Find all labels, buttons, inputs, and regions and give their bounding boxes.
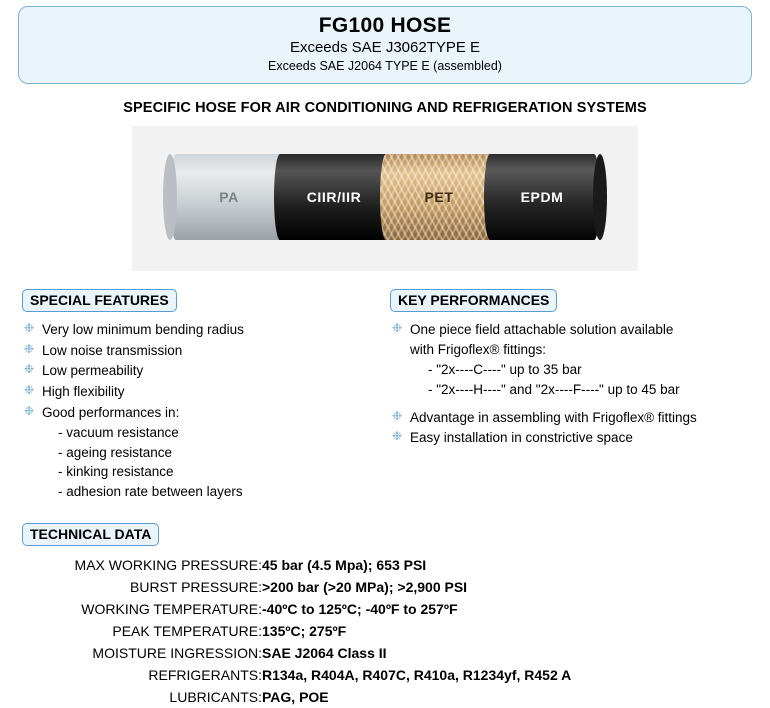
table-row [22, 686, 748, 708]
asterisk-icon: ❉ [24, 403, 35, 418]
hose-layer-epdm [484, 154, 600, 240]
key-performances-list [390, 320, 748, 359]
table-cell-label: BURST PRESSURE: [130, 579, 262, 596]
table-cell-value: R134a, R404A, R407C, R410a, R1234yf, R452 A [262, 667, 572, 684]
table-cell-value: -40ºC to 125ºC; -40ºF to 257ºF [262, 601, 458, 618]
table-cell-value: SAE J2064 Class II [262, 645, 387, 662]
table-row [22, 554, 748, 576]
technical-data-table [22, 554, 748, 708]
list-item [390, 320, 748, 359]
technical-data-heading: TECHNICAL DATA [22, 523, 159, 546]
table-cell-label: REFRIGERANTS: [148, 667, 262, 684]
hose-illustration [170, 154, 600, 240]
table-cell-value: PAG, POE [262, 689, 329, 706]
hose-layer-label: EPDM [520, 189, 564, 206]
asterisk-icon: ❉ [24, 321, 35, 336]
list-item [22, 403, 390, 423]
list-item-label: Low noise transmission [42, 342, 183, 358]
hose-layer-pa [170, 154, 288, 240]
special-features-sub-item: - ageing resistance [58, 444, 173, 460]
product-image [132, 126, 638, 271]
asterisk-icon: ❉ [391, 429, 403, 444]
asterisk-icon: ❉ [24, 341, 35, 356]
list-item-label: Low permeability [42, 363, 144, 379]
table-row [22, 642, 748, 664]
key-performances-section [390, 289, 748, 501]
hose-layer-pet [380, 154, 498, 240]
table-cell-value: >200 bar (>20 MPa); >2,900 PSI [262, 579, 468, 596]
special-features-section [22, 289, 390, 501]
section-heading: SPECIFIC HOSE FOR AIR CONDITIONING AND REFRIGERATION SYSTEMS [123, 100, 647, 117]
table-cell-label: PEAK TEMPERATURE: [112, 623, 262, 640]
hose-layer-label: PET [424, 189, 454, 206]
asterisk-icon: ❉ [24, 383, 35, 397]
table-row [22, 598, 748, 620]
key-performances-sub-item: - "2x----C----" up to 35 bar [427, 362, 582, 378]
special-features-sub-item: - vacuum resistance [58, 425, 179, 441]
list-item [390, 408, 748, 428]
list-item-label: Advantage in assembling with Frigoflex® fittings [409, 409, 697, 425]
asterisk-icon: ❉ [391, 321, 403, 336]
technical-data-section [0, 523, 770, 708]
header-subtitle-1: Exceeds SAE J3062TYPE E [289, 39, 481, 57]
list-item [22, 341, 390, 361]
list-item-label: Very low minimum bending radius [42, 322, 244, 338]
list-item [22, 361, 390, 381]
page-title: FG100 HOSE [318, 14, 452, 37]
key-performances-list-continued [390, 408, 748, 448]
header-banner [18, 6, 752, 84]
table-cell-value: 135ºC; 275ºF [262, 623, 347, 640]
hose-layer-label: PA [219, 189, 239, 206]
list-item-label: High flexibility [42, 384, 125, 399]
table-row [22, 664, 748, 686]
table-cell-label: MOISTURE INGRESSION: [92, 645, 262, 662]
list-item-label: One piece field attachable solution available [409, 322, 674, 338]
list-item [22, 382, 390, 402]
special-features-list [22, 320, 390, 422]
table-cell-label: MAX WORKING PRESSURE: [74, 557, 262, 574]
key-performances-heading: KEY PERFORMANCES [390, 289, 557, 312]
asterisk-icon: ❉ [24, 362, 35, 377]
table-row [22, 576, 748, 598]
list-item-label-continued: with Frigoflex® fittings: [409, 341, 546, 357]
table-cell-label: WORKING TEMPERATURE: [81, 601, 262, 618]
special-features-heading: SPECIAL FEATURES [22, 289, 177, 312]
table-cell-value: 45 bar (4.5 Mpa); 653 PSI [262, 557, 427, 574]
list-item-label: Good performances in: [42, 404, 180, 420]
asterisk-icon: ❉ [391, 408, 403, 423]
hose-layer-ciir [274, 154, 394, 240]
key-performances-sub-item: - "2x----H----" and "2x----F----" up to 45 bar [427, 382, 680, 397]
list-item-label: Easy installation in constrictive space [409, 430, 633, 446]
special-features-sub-item: - kinking resistance [58, 464, 174, 480]
hose-layer-label: CIIR/IIR [306, 189, 362, 206]
features-columns [0, 289, 770, 501]
list-item [390, 428, 748, 448]
special-features-sub-item: - adhesion rate between layers [58, 483, 243, 499]
table-cell-label: LUBRICANTS: [169, 689, 262, 706]
header-subtitle-2: Exceeds SAE J2064 TYPE E (assembled) [268, 59, 502, 74]
table-row [22, 620, 748, 642]
list-item [22, 320, 390, 340]
